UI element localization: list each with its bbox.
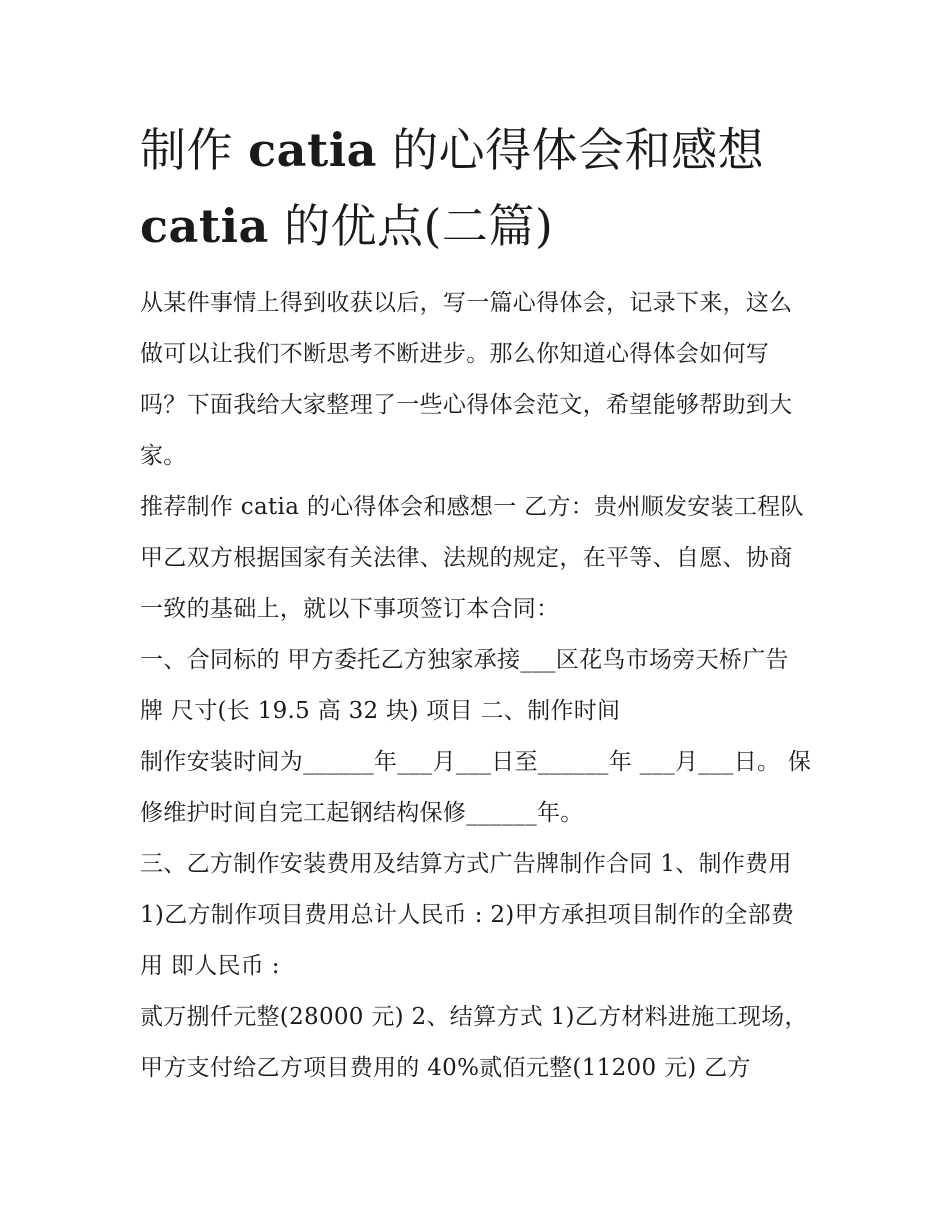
title-latin-term: catia (248, 123, 377, 177)
title-latin-term: catia (140, 199, 269, 253)
body-paragraph: 一、合同标的 甲方委托乙方独家承接___区花鸟市场旁天桥广告牌 尺寸(长 19.5 高 32 块) 项目 二、制作时间 (140, 647, 789, 724)
body-paragraph: 制作安装时间为______年___月___日至______年 ___月___日。 保修维护时间自完工起钢结构保修______年。 (140, 749, 812, 826)
title-line-1 (140, 123, 764, 177)
document-body (140, 278, 812, 1094)
title-text: 的心得体会和感想 (376, 123, 765, 177)
document-page (140, 112, 812, 1094)
title-text: 制作 (140, 123, 249, 177)
title-line-2 (140, 199, 553, 253)
body-paragraph: 从某件事情上得到收获以后，写一篇心得体会，记录下来，这么做可以让我们不断思考不断进步。那么你知道心得体会如何写吗？下面我给大家整理了一些心得体会范文，希望能够帮助到大家。 (140, 290, 793, 469)
title-text: 的优点(二篇) (268, 199, 554, 253)
body-paragraph: 三、乙方制作安装费用及结算方式广告牌制作合同 1、制作费用 1)乙方制作项目费用总计人民币 : 2)甲方承担项目制作的全部费用 即人民币 : (140, 851, 800, 979)
document-title (140, 112, 812, 264)
body-paragraph: 推荐制作 catia 的心得体会和感想一 乙方：贵州顺发安装工程队 甲乙双方根据国家有关法律、法规的规定，在平等、自愿、协商一致的基础上，就以下事项签订本合同： (140, 494, 812, 622)
body-paragraph: 贰万捌仟元整(28000 元) 2、结算方式 1)乙方材料进施工现场，甲方支付给乙方项目费用的 40%贰佰元整(11200 元) 乙方 (140, 1004, 808, 1081)
